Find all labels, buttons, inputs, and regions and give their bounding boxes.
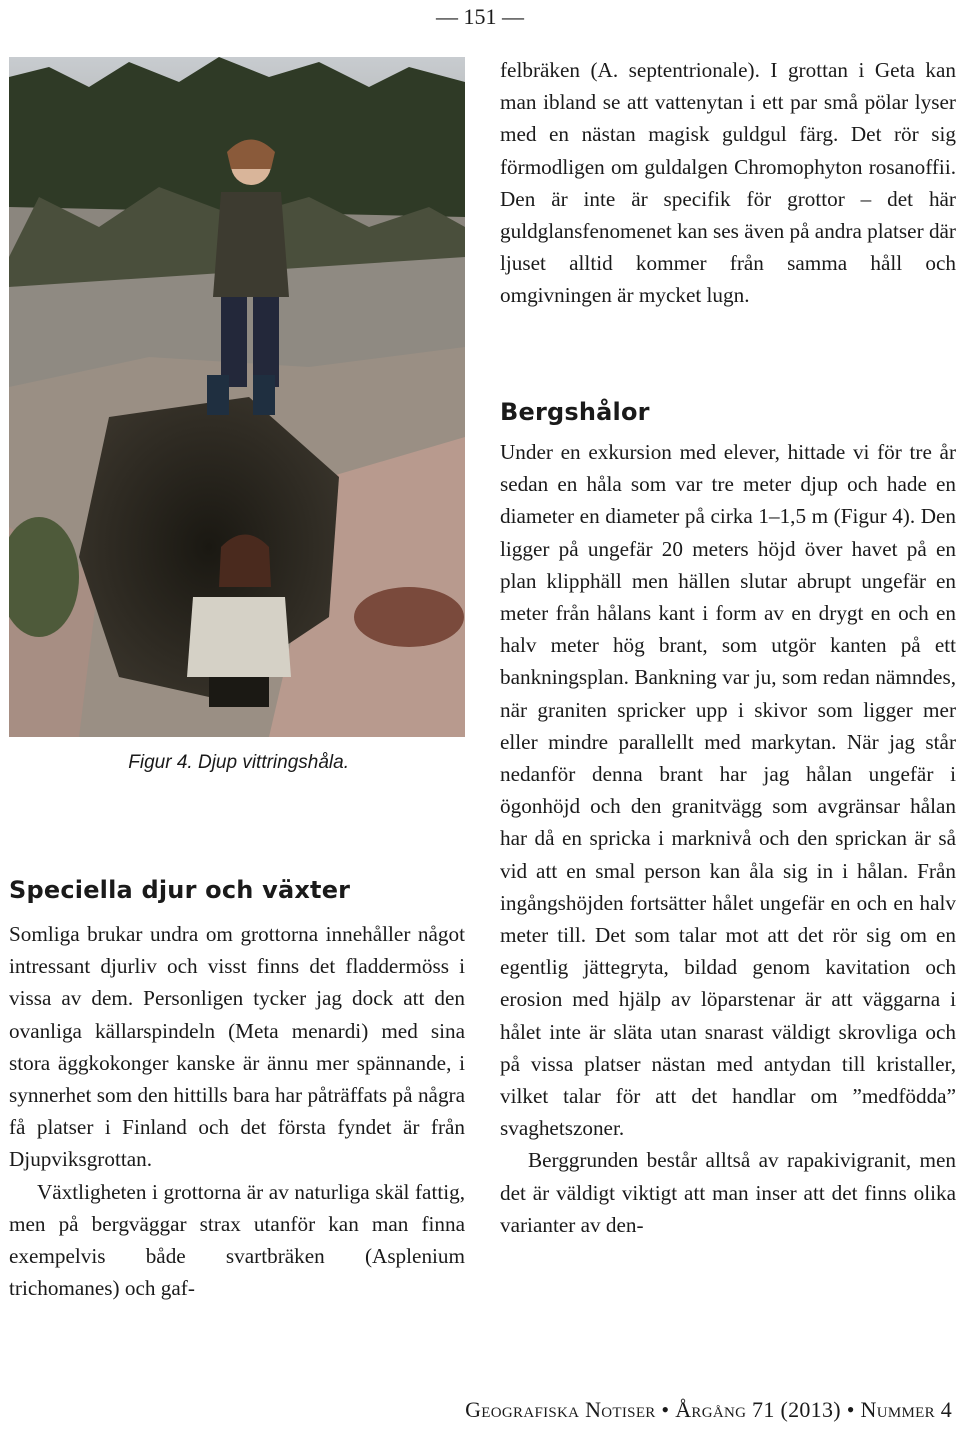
- separator: •: [840, 1397, 861, 1422]
- journal-name: Geografiska Notiser: [465, 1397, 656, 1422]
- page-footer: [465, 1397, 952, 1423]
- paragraph: Somliga brukar undra om grottorna innehåller något intressant djurliv och visst finns det fladdermöss i vissa av dem. Personligen tycker jag dock att den ovanliga källarspindeln (Meta menardi) med sina stora äggkokonger kanske är ännu mer spännande, i synnerhet som den hittills bara har påträffats på några få platser i Finland och det första fyndet är från Djupviksgrottan.: [9, 922, 465, 1172]
- left-column: [9, 918, 465, 1304]
- issue-label: Nummer: [860, 1397, 935, 1422]
- right-column-bottom: [500, 436, 956, 1241]
- issue: 4: [934, 1397, 952, 1422]
- paragraph: Växtligheten i grottorna är av naturliga skäl fattig, men på bergväggar strax utanför kan man finna exempelvis både svartbräken (Asplenium trichomanes) och gaf-: [9, 1179, 465, 1301]
- figure-photo: [9, 57, 465, 737]
- figure-caption: Figur 4. Djup vittringshåla.: [128, 752, 349, 773]
- volume: 71 (2013): [746, 1397, 841, 1422]
- photo-icon: [9, 57, 465, 737]
- page-number: — 151 —: [436, 4, 524, 29]
- section-heading-right: Bergshålor: [500, 398, 650, 426]
- paragraph: felbräken (A. septentrionale). I grottan i Geta kan man ibland se att vattenytan i ett par små pölar lyser med en nästan magisk guldgul färg. Det rör sig förmodligen om guldalgen Chromophyton rosanoffii. Den är inte är specifik för grottor – det här guldglansfenomenet kan ses även på andra platser där ljuset alltid kommer från samma håll och omgivningen är mycket lugn.: [500, 58, 956, 308]
- section-heading-left: Speciella djur och växter: [9, 876, 351, 904]
- right-column-top: [500, 54, 956, 312]
- paragraph: Berggrunden består alltså av rapakivigranit, men det är väldigt viktigt att man inser att det finns olika varianter av den-: [500, 1148, 956, 1237]
- volume-label: Årgång: [675, 1397, 747, 1422]
- paragraph: Under en exkursion med elever, hittade vi för tre år sedan en håla som var tre meter djup och hade en diameter en diameter på cirka 1–1,5 m (Figur 4). Den ligger på ungefär 20 meters höjd över havet på en plan klipphäll men hällen slutar abrupt ungefär en meter från hålans kant i form av en drygt en och en halv meter hög brant, som utgör kanten på ett bankningsplan. Bankning var ju, som redan nämndes, när graniten spricker upp i skivor som ligger mer eller mindre parallellt med markytan. När jag står nedanför denna brant har jag hålan ungefär i ögonhöjd och den granitvägg som avgränsar hålan har då en spricka i marknivå och den sprickan är så vid att en smal person kan åla sig in i hålan. Från ingångshöjden fortsätter hålet ungefär en och en halv meter till. Det som talar mot att det rör sig om en egentlig jättegryta, bildad genom kavitation och erosion med hjälp av löparstenar är att väggarna i hålet inte är släta utan snarast väldigt skrovliga och på vissa platser nästan med antydan till kristaller, vilket talar för att det handlar om ”medfödda” svaghetszoner.: [500, 440, 956, 1141]
- separator: •: [655, 1397, 676, 1422]
